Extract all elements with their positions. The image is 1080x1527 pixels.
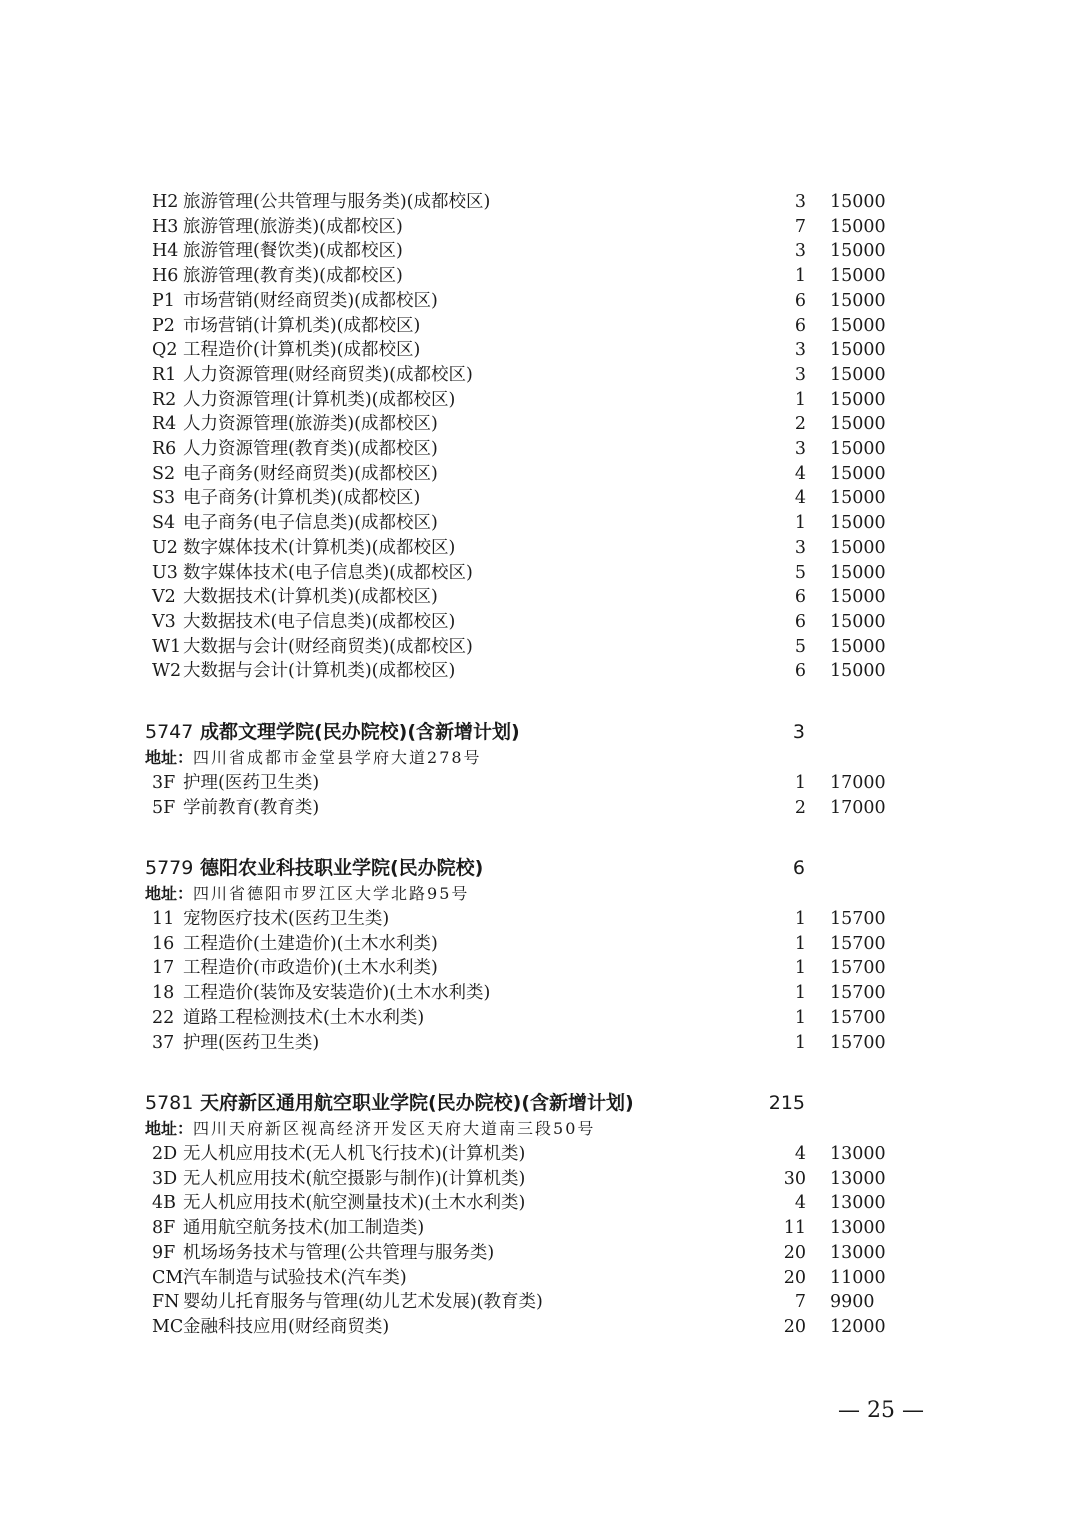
table-row xyxy=(0,585,1080,609)
major-code: 8F xyxy=(152,1218,176,1239)
major-code: R4 xyxy=(152,414,177,435)
major-code: 37 xyxy=(152,1032,175,1053)
school-address xyxy=(145,746,482,770)
major-name: 旅游管理(旅游类)(成都校区) xyxy=(183,216,403,237)
table-row xyxy=(0,956,1080,980)
tuition-fee: 15000 xyxy=(830,192,886,212)
major-code: 3D xyxy=(152,1168,178,1189)
tuition-fee: 15000 xyxy=(830,290,886,311)
major-name: 数字媒体技术(电子信息类)(成都校区) xyxy=(183,562,473,583)
table-row xyxy=(0,289,1080,313)
tuition-fee: 15700 xyxy=(830,933,886,954)
school-total-plan: 6 xyxy=(792,857,805,879)
major-code: W2 xyxy=(152,661,182,682)
major-name: 人力资源管理(教育类)(成都校区) xyxy=(183,439,438,459)
major-code: V3 xyxy=(152,611,176,632)
tuition-fee: 15000 xyxy=(830,364,886,385)
major-code: S4 xyxy=(152,513,176,534)
tuition-fee: 15000 xyxy=(830,340,886,361)
table-row xyxy=(0,1290,1080,1314)
tuition-fee: 15000 xyxy=(830,661,886,682)
major-code: S2 xyxy=(152,463,176,484)
plan-count: 20 xyxy=(783,1242,806,1263)
address-label: 地址： xyxy=(145,884,194,903)
tuition-fee: 15000 xyxy=(830,611,886,632)
major-name: 人力资源管理(旅游类)(成都校区) xyxy=(183,414,438,435)
table-row xyxy=(0,486,1080,510)
major-name: 电子商务(财经商贸类)(成都校区) xyxy=(183,463,438,484)
major-code: P2 xyxy=(152,315,175,336)
school-address xyxy=(145,882,469,906)
major-name: 电子商务(电子信息类)(成都校区) xyxy=(183,513,438,534)
major-name: 旅游管理(餐饮类)(成都校区) xyxy=(183,241,403,262)
plan-count: 1 xyxy=(794,389,806,410)
major-name: 机场场务技术与管理(公共管理与服务类) xyxy=(183,1242,495,1263)
major-code: 16 xyxy=(152,933,175,954)
plan-count: 7 xyxy=(794,1292,806,1313)
address-label: 地址： xyxy=(145,748,194,767)
tuition-fee: 12000 xyxy=(830,1316,886,1337)
major-name: 道路工程检测技术(土木水利类) xyxy=(183,1007,425,1028)
table-row xyxy=(0,412,1080,436)
plan-count: 1 xyxy=(794,933,806,954)
major-code: R1 xyxy=(152,364,177,385)
school-code: 5779 xyxy=(145,857,194,879)
major-name: 大数据技术(计算机类)(成都校区) xyxy=(183,587,438,608)
tuition-fee: 15000 xyxy=(830,216,886,237)
major-name: 电子商务(计算机类)(成都校区) xyxy=(183,488,421,509)
plan-count: 6 xyxy=(794,587,806,608)
major-name: 工程造价(装饰及安装造价)(土木水利类) xyxy=(183,983,491,1004)
major-name: 无人机应用技术(无人机飞行技术)(计算机类) xyxy=(183,1144,526,1164)
table-row xyxy=(0,635,1080,659)
tuition-fee: 13000 xyxy=(830,1218,886,1239)
major-name: 宠物医疗技术(医药卫生类) xyxy=(183,909,390,929)
tuition-fee: 15000 xyxy=(830,315,886,336)
plan-count: 1 xyxy=(794,983,806,1004)
table-row xyxy=(0,239,1080,263)
tuition-fee: 11000 xyxy=(830,1267,886,1288)
table-row xyxy=(0,981,1080,1005)
address-text: 四川省德阳市罗江区大学北路95号 xyxy=(193,884,470,903)
major-name: 旅游管理(公共管理与服务类)(成都校区) xyxy=(183,192,491,212)
tuition-fee: 15000 xyxy=(830,241,886,262)
major-name: 汽车制造与试验技术(汽车类) xyxy=(183,1267,407,1288)
plan-count: 1 xyxy=(794,909,806,929)
table-row xyxy=(0,1006,1080,1030)
plan-count: 3 xyxy=(794,340,806,361)
plan-count: 30 xyxy=(783,1168,806,1189)
major-code: P1 xyxy=(152,290,175,311)
table-row xyxy=(0,659,1080,683)
major-name: 大数据与会计(计算机类)(成都校区) xyxy=(183,661,456,682)
table-row xyxy=(0,1266,1080,1290)
school-total-plan: 3 xyxy=(792,721,805,743)
major-code: 5F xyxy=(152,797,176,818)
major-code: 17 xyxy=(152,958,175,979)
major-code: U3 xyxy=(152,562,178,583)
tuition-fee: 15700 xyxy=(830,983,886,1004)
major-code: Q2 xyxy=(152,340,178,361)
tuition-fee: 15700 xyxy=(830,958,886,979)
plan-count: 7 xyxy=(794,216,806,237)
plan-count: 5 xyxy=(794,562,806,583)
major-name: 婴幼儿托育服务与管理(幼儿艺术发展)(教育类) xyxy=(183,1292,543,1313)
table-row xyxy=(0,771,1080,795)
tuition-fee: 15000 xyxy=(830,488,886,509)
plan-count: 1 xyxy=(794,1007,806,1028)
plan-count: 6 xyxy=(794,290,806,311)
major-code: R6 xyxy=(152,439,177,459)
major-code: 2D xyxy=(152,1144,178,1164)
address-text: 四川天府新区视高经济开发区天府大道南三段50号 xyxy=(193,1119,596,1138)
page-number: — 25 — xyxy=(838,1398,924,1423)
school-name: 天府新区通用航空职业学院(民办院校)(含新增计划) xyxy=(200,1092,634,1114)
table-row xyxy=(0,1191,1080,1215)
tuition-fee: 13000 xyxy=(830,1193,886,1214)
plan-count: 5 xyxy=(794,636,806,657)
school-name: 德阳农业科技职业学院(民办院校) xyxy=(200,857,484,879)
major-name: 工程造价(土建造价)(土木水利类) xyxy=(183,933,438,954)
table-row xyxy=(0,561,1080,585)
major-code: H4 xyxy=(152,241,179,262)
plan-count: 4 xyxy=(794,488,806,509)
tuition-fee: 15000 xyxy=(830,439,886,459)
plan-count: 20 xyxy=(783,1316,806,1337)
tuition-fee: 15000 xyxy=(830,389,886,410)
major-code: 9F xyxy=(152,1242,176,1263)
table-row xyxy=(0,264,1080,288)
tuition-fee: 15000 xyxy=(830,463,886,484)
school-name: 成都文理学院(民办院校)(含新增计划) xyxy=(200,721,520,743)
plan-count: 1 xyxy=(794,958,806,979)
major-code: H6 xyxy=(152,266,179,287)
plan-count: 6 xyxy=(794,661,806,682)
plan-count: 1 xyxy=(794,1032,806,1053)
plan-count: 6 xyxy=(794,611,806,632)
school-heading xyxy=(145,1088,1045,1118)
table-row xyxy=(0,190,1080,214)
plan-count: 3 xyxy=(794,192,806,212)
plan-count: 4 xyxy=(794,1144,806,1164)
tuition-fee: 15700 xyxy=(830,909,886,929)
major-name: 无人机应用技术(航空测量技术)(土木水利类) xyxy=(183,1193,526,1214)
table-row xyxy=(0,907,1080,931)
table-row xyxy=(0,462,1080,486)
major-name: 大数据与会计(财经商贸类)(成都校区) xyxy=(183,636,473,657)
plan-count: 2 xyxy=(794,797,806,818)
table-row xyxy=(0,511,1080,535)
tuition-fee: 9900 xyxy=(830,1292,875,1313)
plan-count: 3 xyxy=(794,439,806,459)
plan-count: 4 xyxy=(794,1193,806,1214)
table-row xyxy=(0,215,1080,239)
tuition-fee: 15000 xyxy=(830,636,886,657)
plan-count: 6 xyxy=(794,315,806,336)
table-row xyxy=(0,363,1080,387)
major-name: 工程造价(计算机类)(成都校区) xyxy=(183,340,421,361)
major-name: 数字媒体技术(计算机类)(成都校区) xyxy=(183,537,456,558)
major-code: MC xyxy=(152,1316,184,1337)
major-code: V2 xyxy=(152,587,176,608)
major-name: 市场营销(计算机类)(成都校区) xyxy=(183,315,421,336)
major-name: 旅游管理(教育类)(成都校区) xyxy=(183,266,403,287)
major-name: 护理(医药卫生类) xyxy=(183,773,320,793)
major-code: U2 xyxy=(152,537,178,558)
tuition-fee: 17000 xyxy=(830,773,886,793)
tuition-fee: 13000 xyxy=(830,1168,886,1189)
school-heading xyxy=(145,853,1045,883)
table-row xyxy=(0,796,1080,820)
major-code: W1 xyxy=(152,636,182,657)
table-row xyxy=(0,1241,1080,1265)
table-row xyxy=(0,1031,1080,1055)
tuition-fee: 13000 xyxy=(830,1242,886,1263)
school-heading xyxy=(145,717,1045,747)
major-name: 工程造价(市政造价)(土木水利类) xyxy=(183,958,438,979)
tuition-fee: 15000 xyxy=(830,513,886,534)
major-name: 人力资源管理(计算机类)(成都校区) xyxy=(183,389,456,410)
plan-count: 3 xyxy=(794,364,806,385)
table-row xyxy=(0,932,1080,956)
tuition-fee: 15000 xyxy=(830,414,886,435)
address-text: 四川省成都市金堂县学府大道278号 xyxy=(193,748,482,767)
major-code: CM xyxy=(152,1267,184,1288)
major-code: 4B xyxy=(152,1193,176,1214)
major-name: 金融科技应用(财经商贸类) xyxy=(183,1316,390,1337)
major-code: H3 xyxy=(152,216,179,237)
plan-count: 4 xyxy=(794,463,806,484)
tuition-fee: 17000 xyxy=(830,797,886,818)
major-name: 大数据技术(电子信息类)(成都校区) xyxy=(183,611,456,632)
table-row xyxy=(0,388,1080,412)
plan-count: 3 xyxy=(794,241,806,262)
major-code: 3F xyxy=(152,773,176,793)
major-code: 11 xyxy=(152,909,175,929)
plan-count: 1 xyxy=(794,773,806,793)
tuition-fee: 15700 xyxy=(830,1032,886,1053)
plan-count: 1 xyxy=(794,513,806,534)
table-row xyxy=(0,338,1080,362)
table-row xyxy=(0,437,1080,461)
tuition-fee: 15000 xyxy=(830,587,886,608)
table-row xyxy=(0,536,1080,560)
table-row xyxy=(0,314,1080,338)
tuition-fee: 15000 xyxy=(830,266,886,287)
plan-count: 11 xyxy=(783,1218,806,1239)
major-name: 护理(医药卫生类) xyxy=(183,1032,320,1053)
major-code: 22 xyxy=(152,1007,175,1028)
table-row xyxy=(0,610,1080,634)
major-name: 学前教育(教育类) xyxy=(183,797,320,818)
table-row xyxy=(0,1315,1080,1339)
plan-count: 20 xyxy=(783,1267,806,1288)
major-code: FN xyxy=(152,1292,180,1313)
major-code: 18 xyxy=(152,983,175,1004)
table-row xyxy=(0,1167,1080,1191)
table-row xyxy=(0,1216,1080,1240)
major-code: S3 xyxy=(152,488,176,509)
major-code: R2 xyxy=(152,389,177,410)
school-address xyxy=(145,1117,595,1141)
table-row xyxy=(0,1142,1080,1166)
tuition-fee: 15000 xyxy=(830,537,886,558)
major-code: H2 xyxy=(152,192,179,212)
plan-count: 2 xyxy=(794,414,806,435)
tuition-fee: 15700 xyxy=(830,1007,886,1028)
tuition-fee: 15000 xyxy=(830,562,886,583)
plan-count: 1 xyxy=(794,266,806,287)
plan-count: 3 xyxy=(794,537,806,558)
major-name: 通用航空航务技术(加工制造类) xyxy=(183,1218,425,1239)
school-code: 5781 xyxy=(145,1092,194,1114)
major-name: 人力资源管理(财经商贸类)(成都校区) xyxy=(183,364,473,385)
school-code: 5747 xyxy=(145,721,194,743)
major-name: 无人机应用技术(航空摄影与制作)(计算机类) xyxy=(183,1168,526,1189)
major-name: 市场营销(财经商贸类)(成都校区) xyxy=(183,290,438,311)
tuition-fee: 13000 xyxy=(830,1144,886,1164)
school-total-plan: 215 xyxy=(768,1092,805,1114)
address-label: 地址： xyxy=(145,1119,194,1138)
